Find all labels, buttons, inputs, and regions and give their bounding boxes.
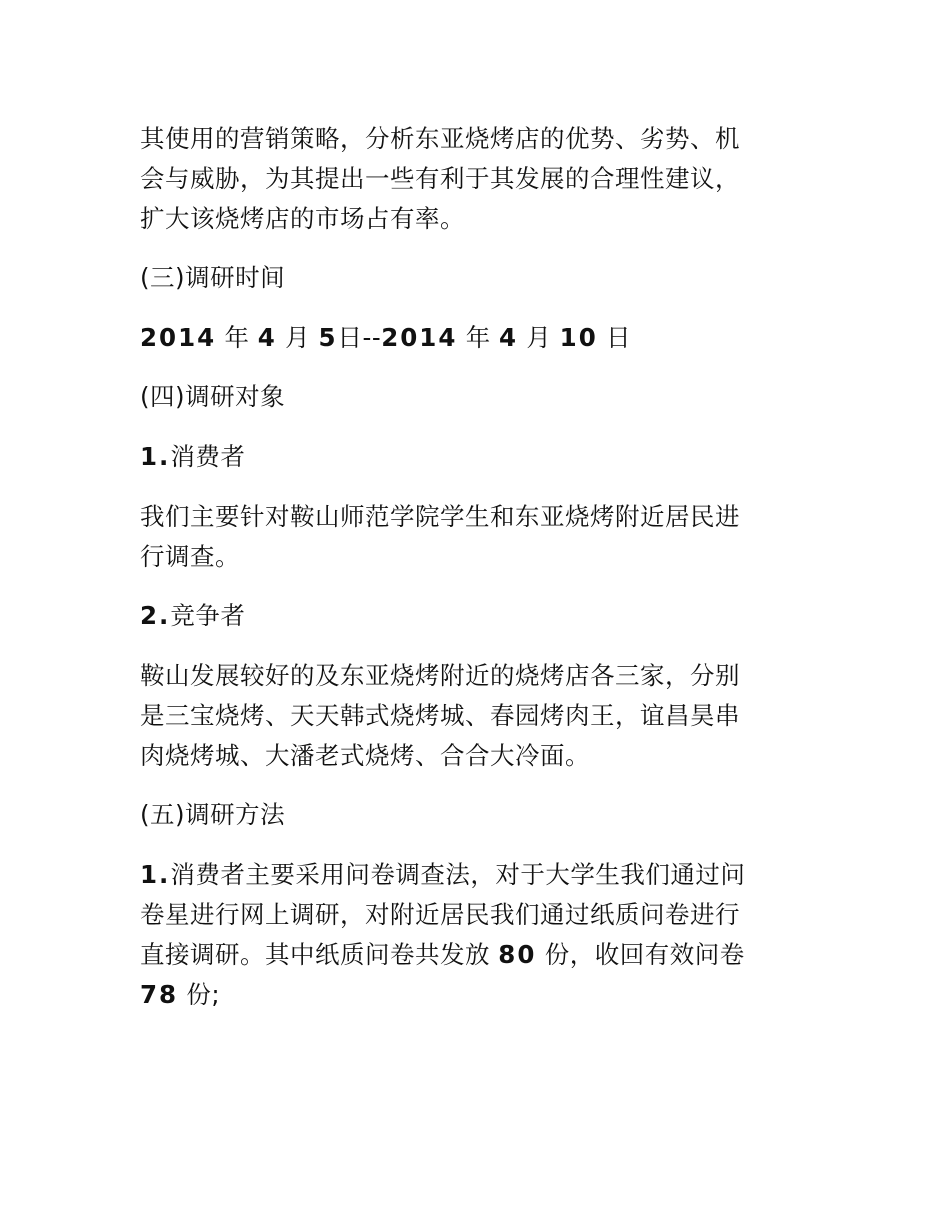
start-month: 4 bbox=[257, 323, 277, 352]
consumers-heading bbox=[140, 442, 245, 472]
intro-line-3: 扩大该烧烤店的市场占有率。 bbox=[140, 204, 465, 233]
method-line-2: 卷星进行网上调研，对附近居民我们通过纸质问卷进行 bbox=[140, 900, 740, 929]
end-month: 4 bbox=[499, 323, 519, 352]
section-4-heading: (四)调研对象 bbox=[140, 382, 286, 411]
distributed-count: 80 bbox=[498, 940, 537, 969]
month-char: 月 bbox=[285, 323, 311, 352]
competitors-text-line-2: 是三宝烧烤、天天韩式烧烤城、春园烤肉王，谊昌昊串 bbox=[140, 701, 740, 730]
method-line-4 bbox=[140, 980, 220, 1010]
end-year: 2014 bbox=[381, 323, 458, 352]
intro-line-2: 会与威胁，为其提出一些有利于其发展的合理性建议， bbox=[140, 164, 740, 193]
item-label: 消费者 bbox=[170, 442, 246, 471]
item-number: 2. bbox=[140, 601, 171, 630]
item-number: 1. bbox=[140, 442, 171, 471]
start-day: 5 bbox=[318, 323, 338, 352]
section-5-heading: (五)调研方法 bbox=[140, 800, 286, 829]
valid-count: 78 bbox=[140, 980, 179, 1009]
month-char: 月 bbox=[526, 323, 552, 352]
consumers-text-line-2: 行调查。 bbox=[140, 542, 240, 571]
research-date-range bbox=[140, 323, 631, 353]
method-line-1 bbox=[140, 860, 745, 890]
consumers-text-line-1: 我们主要针对鞍山师范学院学生和东亚烧烤附近居民进 bbox=[140, 502, 740, 531]
competitors-text-line-1: 鞍山发展较好的及东亚烧烤附近的烧烤店各三家，分别 bbox=[140, 661, 740, 690]
section-3-heading: (三)调研时间 bbox=[140, 263, 286, 292]
year-char: 年 bbox=[465, 323, 491, 352]
end-day: 10 bbox=[559, 323, 598, 352]
method-text: 消费者主要采用问卷调查法，对于大学生我们通过问 bbox=[170, 860, 746, 889]
item-label: 竞争者 bbox=[170, 601, 246, 630]
day-char: 日 bbox=[606, 323, 632, 352]
method-line-3 bbox=[140, 940, 745, 970]
year-char: 年 bbox=[224, 323, 250, 352]
competitors-heading bbox=[140, 601, 245, 631]
start-year: 2014 bbox=[140, 323, 217, 352]
method-text: 份; bbox=[186, 980, 221, 1009]
method-text: 直接调研。其中纸质问卷共发放 bbox=[140, 940, 490, 969]
day-separator: 日-- bbox=[337, 323, 382, 352]
item-number: 1. bbox=[140, 860, 171, 889]
competitors-text-line-3: 肉烧烤城、大潘老式烧烤、合合大冷面。 bbox=[140, 741, 590, 770]
intro-line-1: 其使用的营销策略，分析东亚烧烤店的优势、劣势、机 bbox=[140, 124, 740, 153]
method-text: 份，收回有效问卷 bbox=[544, 940, 745, 969]
